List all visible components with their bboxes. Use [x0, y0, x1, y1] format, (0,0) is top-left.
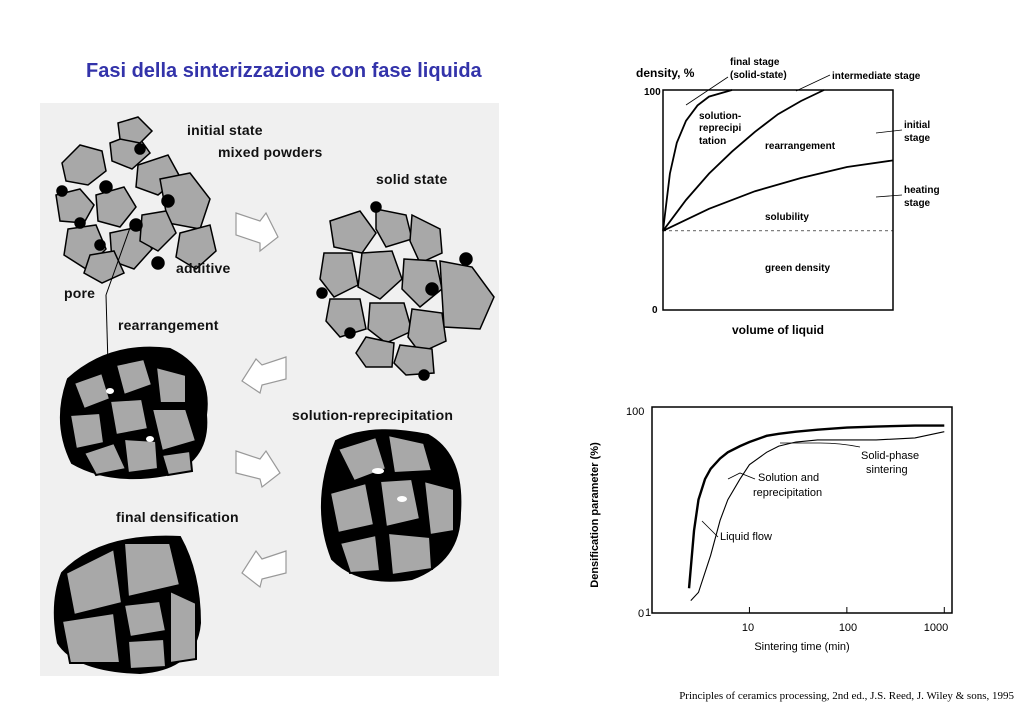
- rearrangement-cluster: [61, 348, 207, 479]
- chart1-ytick-bottom: 0: [652, 305, 658, 316]
- region-solution-reprecipitation-1: solution-: [699, 111, 742, 122]
- chart2-ytick-100: 100: [626, 406, 645, 418]
- solution-reprecipitation-cluster: [322, 430, 460, 581]
- label-additive: additive: [176, 260, 231, 276]
- region-solution-reprecipitation-2: reprecipi: [699, 123, 742, 134]
- region-solution-reprecipitation-3: tation: [699, 136, 727, 147]
- arrow-icon: [236, 451, 280, 487]
- citation: Principles of ceramics processing, 2nd ed., J.S. Reed, J. Wiley & sons, 1995: [679, 690, 1014, 702]
- sintering-stages-figure: [40, 103, 499, 676]
- chart1-ytick-top: 100: [644, 87, 661, 98]
- annotation-heating-stage-2: stage: [904, 198, 931, 209]
- arrow-icon: [242, 551, 286, 587]
- label-rearrangement: rearrangement: [118, 317, 219, 333]
- chart1-series-group: [663, 90, 893, 231]
- density-vs-liquid-chart: [600, 55, 980, 345]
- sintering-stages-illustration: [40, 103, 499, 676]
- arrow-icon: [242, 357, 286, 393]
- annotation-heating-stage: heating: [904, 185, 940, 196]
- annotation-final-stage-2: (solid-state): [730, 70, 787, 81]
- solid-state-cluster: [317, 202, 494, 380]
- chart2-xtick-1: 1: [644, 607, 652, 619]
- region-rearrangement: rearrangement: [765, 141, 836, 152]
- region-green-density: green density: [765, 263, 831, 274]
- label-solution-reprecipitation: solution-reprecipitation: [292, 407, 454, 423]
- chart1-plot-frame: [663, 90, 893, 310]
- annotation-solution-2: reprecipitation: [753, 487, 823, 499]
- chart2-tick-marks: [749, 607, 944, 613]
- chart2-xlabel: Sintering time (min): [754, 641, 850, 653]
- slide-title: Fasi della sinterizzazione con fase liquida: [86, 60, 482, 82]
- label-mixed-powders: mixed powders: [218, 144, 323, 160]
- chart2-ytick-0: 0: [638, 608, 645, 620]
- arrow-icon: [236, 213, 278, 251]
- densification-vs-time-chart: [580, 395, 980, 665]
- annotation-initial-stage-2: stage: [904, 133, 931, 144]
- chart2-xtick-1000: 1000: [923, 622, 949, 634]
- chart1-series-line-2: [663, 90, 824, 231]
- initial-state-cluster: [56, 117, 216, 283]
- chart2-xtick-100: 100: [838, 622, 858, 634]
- chart1-ylabel: density, %: [636, 66, 695, 80]
- region-solubility: solubility: [765, 212, 809, 223]
- annotation-solid-phase: Solid-phase: [861, 450, 920, 462]
- chart2-xtick-10: 10: [741, 622, 755, 634]
- annotation-solid-phase-2: sintering: [866, 464, 908, 476]
- label-solid-state: solid state: [376, 171, 448, 187]
- final-densification-cluster: [55, 537, 200, 673]
- label-initial-state: initial state: [187, 122, 263, 138]
- annotation-solution: Solution and: [758, 472, 820, 484]
- label-final-densification: final densification: [116, 509, 239, 525]
- chart1-xlabel: volume of liquid: [732, 323, 824, 337]
- annotation-intermediate-stage: intermediate stage: [832, 71, 921, 82]
- chart2-ylabel: Densification parameter (%): [589, 442, 601, 588]
- annotation-initial-stage: initial: [904, 120, 931, 131]
- label-pore: pore: [64, 285, 96, 301]
- annotation-final-stage: final stage: [730, 57, 780, 68]
- annotation-liquid-flow: Liquid flow: [720, 531, 772, 543]
